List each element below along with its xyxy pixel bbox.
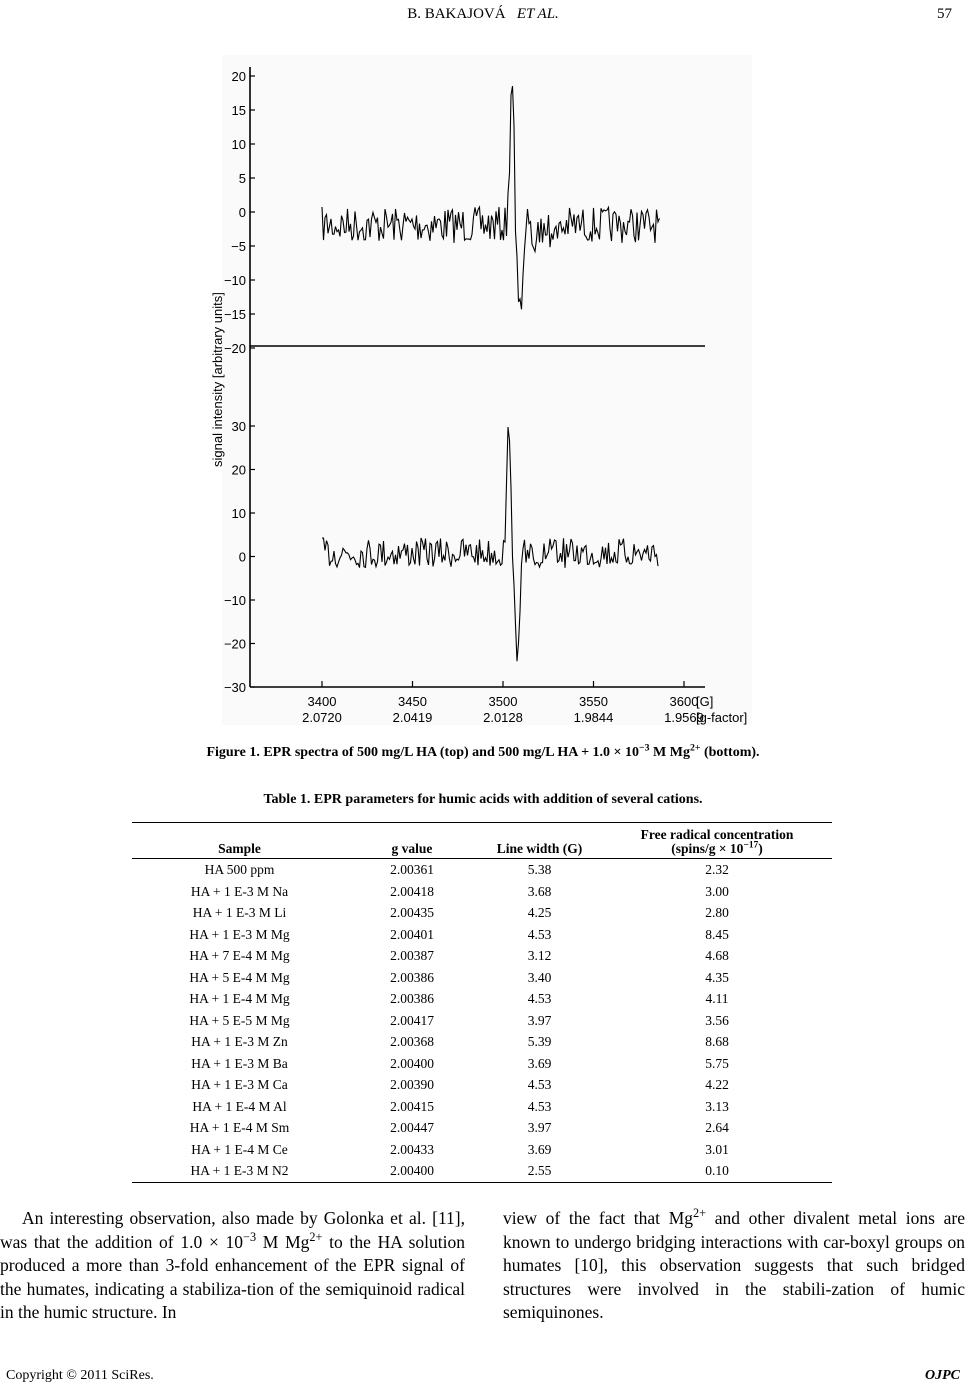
cell-g: 2.00386 (390, 991, 434, 1006)
cell-sample: HA + 1 E-3 M Li (192, 905, 287, 920)
cell-width: 4.53 (527, 1077, 552, 1092)
cell-width: 3.40 (527, 969, 552, 985)
cell-conc: 3.56 (705, 1012, 729, 1028)
cell-conc: 4.22 (705, 1077, 729, 1092)
cell-width: 3.97 (527, 1120, 552, 1135)
x-tick-label-g: 1.9844 (573, 710, 614, 725)
cell-sample: HA + 1 E-3 M Na (190, 883, 289, 899)
x-tick-label-field: 3550 (579, 694, 608, 709)
cell-conc: 3.01 (705, 1141, 729, 1157)
x-tick-label-g: 2.0128 (483, 710, 523, 725)
cell-width: 4.53 (527, 991, 552, 1006)
cell-conc: 8.45 (705, 926, 729, 942)
header-author: B. BAKAJOVÁ (407, 6, 506, 22)
cell-g: 2.00418 (390, 883, 434, 899)
y-tick-label-top: −15 (223, 307, 246, 322)
cell-sample: HA + 1 E-3 M N2 (190, 1163, 289, 1178)
cell-conc: 2.64 (705, 1120, 729, 1135)
y-tick-label-bottom: −30 (223, 680, 246, 695)
cell-sample: HA + 5 E-5 M Mg (189, 1012, 290, 1028)
y-tick-label-top: 20 (231, 69, 246, 84)
table-row (132, 1053, 832, 1075)
y-tick-label-bottom: −20 (223, 636, 246, 652)
cell-width: 4.53 (527, 926, 552, 942)
cell-g: 2.00361 (390, 862, 434, 877)
y-tick-label-top: 5 (238, 171, 246, 186)
table-row (132, 1074, 832, 1096)
page-number: 57 (937, 6, 952, 22)
cell-width: 3.69 (527, 1141, 552, 1157)
cell-g: 2.00400 (390, 1163, 434, 1178)
cell-conc: 4.35 (705, 969, 729, 985)
footer-journal: OJPC (925, 1368, 960, 1383)
cell-sample: HA + 7 E-4 M Mg (189, 948, 290, 963)
cell-conc: 8.68 (705, 1034, 729, 1049)
cell-g: 2.00390 (390, 1077, 434, 1092)
cell-sample: HA + 1 E-3 M Ba (191, 1055, 288, 1071)
cell-conc: 2.80 (705, 905, 729, 920)
cell-width: 3.69 (527, 1055, 552, 1071)
cell-g: 2.00417 (390, 1012, 434, 1028)
y-tick-label-bottom: 30 (231, 419, 246, 434)
col-header-width: Line width (G) (496, 841, 583, 856)
y-tick-label-top: 15 (231, 103, 246, 118)
table-row (132, 1139, 832, 1161)
header-et-al: ET AL. (516, 6, 559, 22)
table-row (132, 881, 832, 903)
cell-width: 5.38 (527, 862, 552, 877)
cell-sample: HA + 1 E-3 M Zn (191, 1034, 288, 1049)
table-row (132, 859, 832, 881)
cell-width: 3.68 (527, 883, 552, 899)
y-tick-label-top: −5 (231, 239, 246, 254)
cell-g: 2.00415 (390, 1098, 434, 1114)
cell-sample: HA + 1 E-4 M Al (192, 1098, 287, 1114)
y-tick-label-top: 10 (231, 137, 246, 152)
cell-width: 5.39 (527, 1034, 552, 1049)
table-row (132, 1031, 832, 1053)
y-tick-label-bottom: −10 (223, 593, 246, 608)
y-tick-label-bottom: 0 (238, 549, 246, 565)
table-row (132, 902, 832, 924)
cell-sample: HA 500 ppm (204, 862, 275, 877)
cell-conc: 3.13 (705, 1098, 729, 1114)
x-tick-label-field: 3500 (488, 694, 518, 709)
body-text-left: An interesting observation, also made by Golonka et al. [11], was that the addition of $1.0 \times 10^{-3}$ M $Mg^{2+}$ to the HA solution produced a more than 3-fold enhancement of the EPR signal of the humates, indicating a stabiliza-tion of the semiquinoid radical in the humic structure. In (0, 1208, 466, 1322)
cell-g: 2.00433 (390, 1141, 434, 1157)
epr-spectra-figure (200, 55, 760, 730)
cell-sample: HA + 1 E-4 M Sm (189, 1120, 290, 1135)
y-tick-label-top: −20 (223, 341, 246, 356)
x-tick-label-field: 3450 (398, 694, 427, 709)
x-tick-label-field: 3400 (307, 694, 337, 709)
cell-conc: 4.11 (705, 991, 729, 1006)
cell-g: 2.00435 (390, 905, 434, 920)
y-axis-label: signal intensity [arbitrary units] (210, 292, 225, 467)
cell-sample: HA + 1 E-4 M Mg (189, 991, 290, 1006)
y-tick-label-bottom: 10 (231, 506, 246, 521)
col-header-concentration: Free radical concentration (spins/g × $10^{-17}$) (640, 827, 794, 856)
x-tick-label-g: 1.9569 (664, 710, 704, 725)
table-row (132, 967, 832, 989)
cell-g: 2.00386 (390, 969, 434, 985)
cell-width: 2.55 (527, 1163, 552, 1178)
cell-width: 3.12 (527, 948, 552, 963)
table-row (132, 988, 832, 1010)
cell-conc: 5.75 (705, 1055, 729, 1071)
cell-sample: HA + 1 E-4 M Ce (191, 1141, 288, 1157)
x-tick-label-g: 2.0419 (392, 710, 433, 725)
y-tick-label-bottom: 20 (231, 462, 246, 478)
cell-conc: 3.00 (705, 883, 729, 899)
x-unit-field: [G] (696, 694, 714, 709)
cell-g: 2.00368 (390, 1034, 434, 1049)
cell-width: 4.53 (527, 1098, 552, 1114)
cell-g: 2.00447 (390, 1120, 434, 1135)
table-row (132, 945, 832, 967)
cell-g: 2.00401 (390, 926, 434, 942)
footer-copyright: Copyright © 2011 SciRes. (6, 1368, 154, 1383)
table-row (132, 1096, 832, 1118)
figure-caption: Figure 1. EPR spectra of 500 mg/L HA (top) and 500 mg/L HA + $1.0 \times 10^{-3}$ M $Mg^{2+}$ (bottom). (206, 742, 760, 760)
table-row (132, 1160, 832, 1182)
cell-g: 2.00400 (390, 1055, 434, 1071)
cell-width: 4.25 (527, 905, 552, 920)
cell-sample: HA + 1 E-3 M Mg (189, 926, 290, 942)
y-tick-label-top: 0 (238, 205, 246, 220)
cell-g: 2.00387 (390, 948, 434, 963)
cell-sample: HA + 1 E-3 M Ca (191, 1077, 288, 1092)
running-header (0, 6, 966, 23)
x-tick-label-g: 2.0720 (302, 710, 342, 725)
epr-parameters-table (132, 822, 832, 1183)
col-header-g: g value (391, 841, 433, 856)
table-row (132, 1010, 832, 1032)
x-tick-label-field: 3600 (669, 694, 699, 709)
cell-conc: 2.32 (705, 862, 729, 877)
cell-conc: 0.10 (705, 1163, 729, 1178)
col-header-sample: Sample (218, 841, 261, 856)
cell-conc: 4.68 (705, 948, 729, 963)
table-row (132, 924, 832, 946)
cell-sample: HA + 5 E-4 M Mg (189, 969, 290, 985)
table-caption: Table 1. EPR parameters for humic acids with addition of several cations. (263, 792, 703, 807)
x-unit-g: [g-factor] (696, 710, 748, 725)
y-tick-label-top: −10 (223, 273, 246, 288)
table-row (132, 1117, 832, 1139)
figure-background (222, 55, 752, 725)
body-text-right: view of the fact that $Mg^{2+}$ and other divalent metal ions are known to undergo bridging interactions with car-boxyl groups on humates [10], this observation suggests that such bridged structures were involved in the stabili-zation of humic semiquinones. (503, 1206, 965, 1322)
cell-width: 3.97 (527, 1012, 552, 1028)
